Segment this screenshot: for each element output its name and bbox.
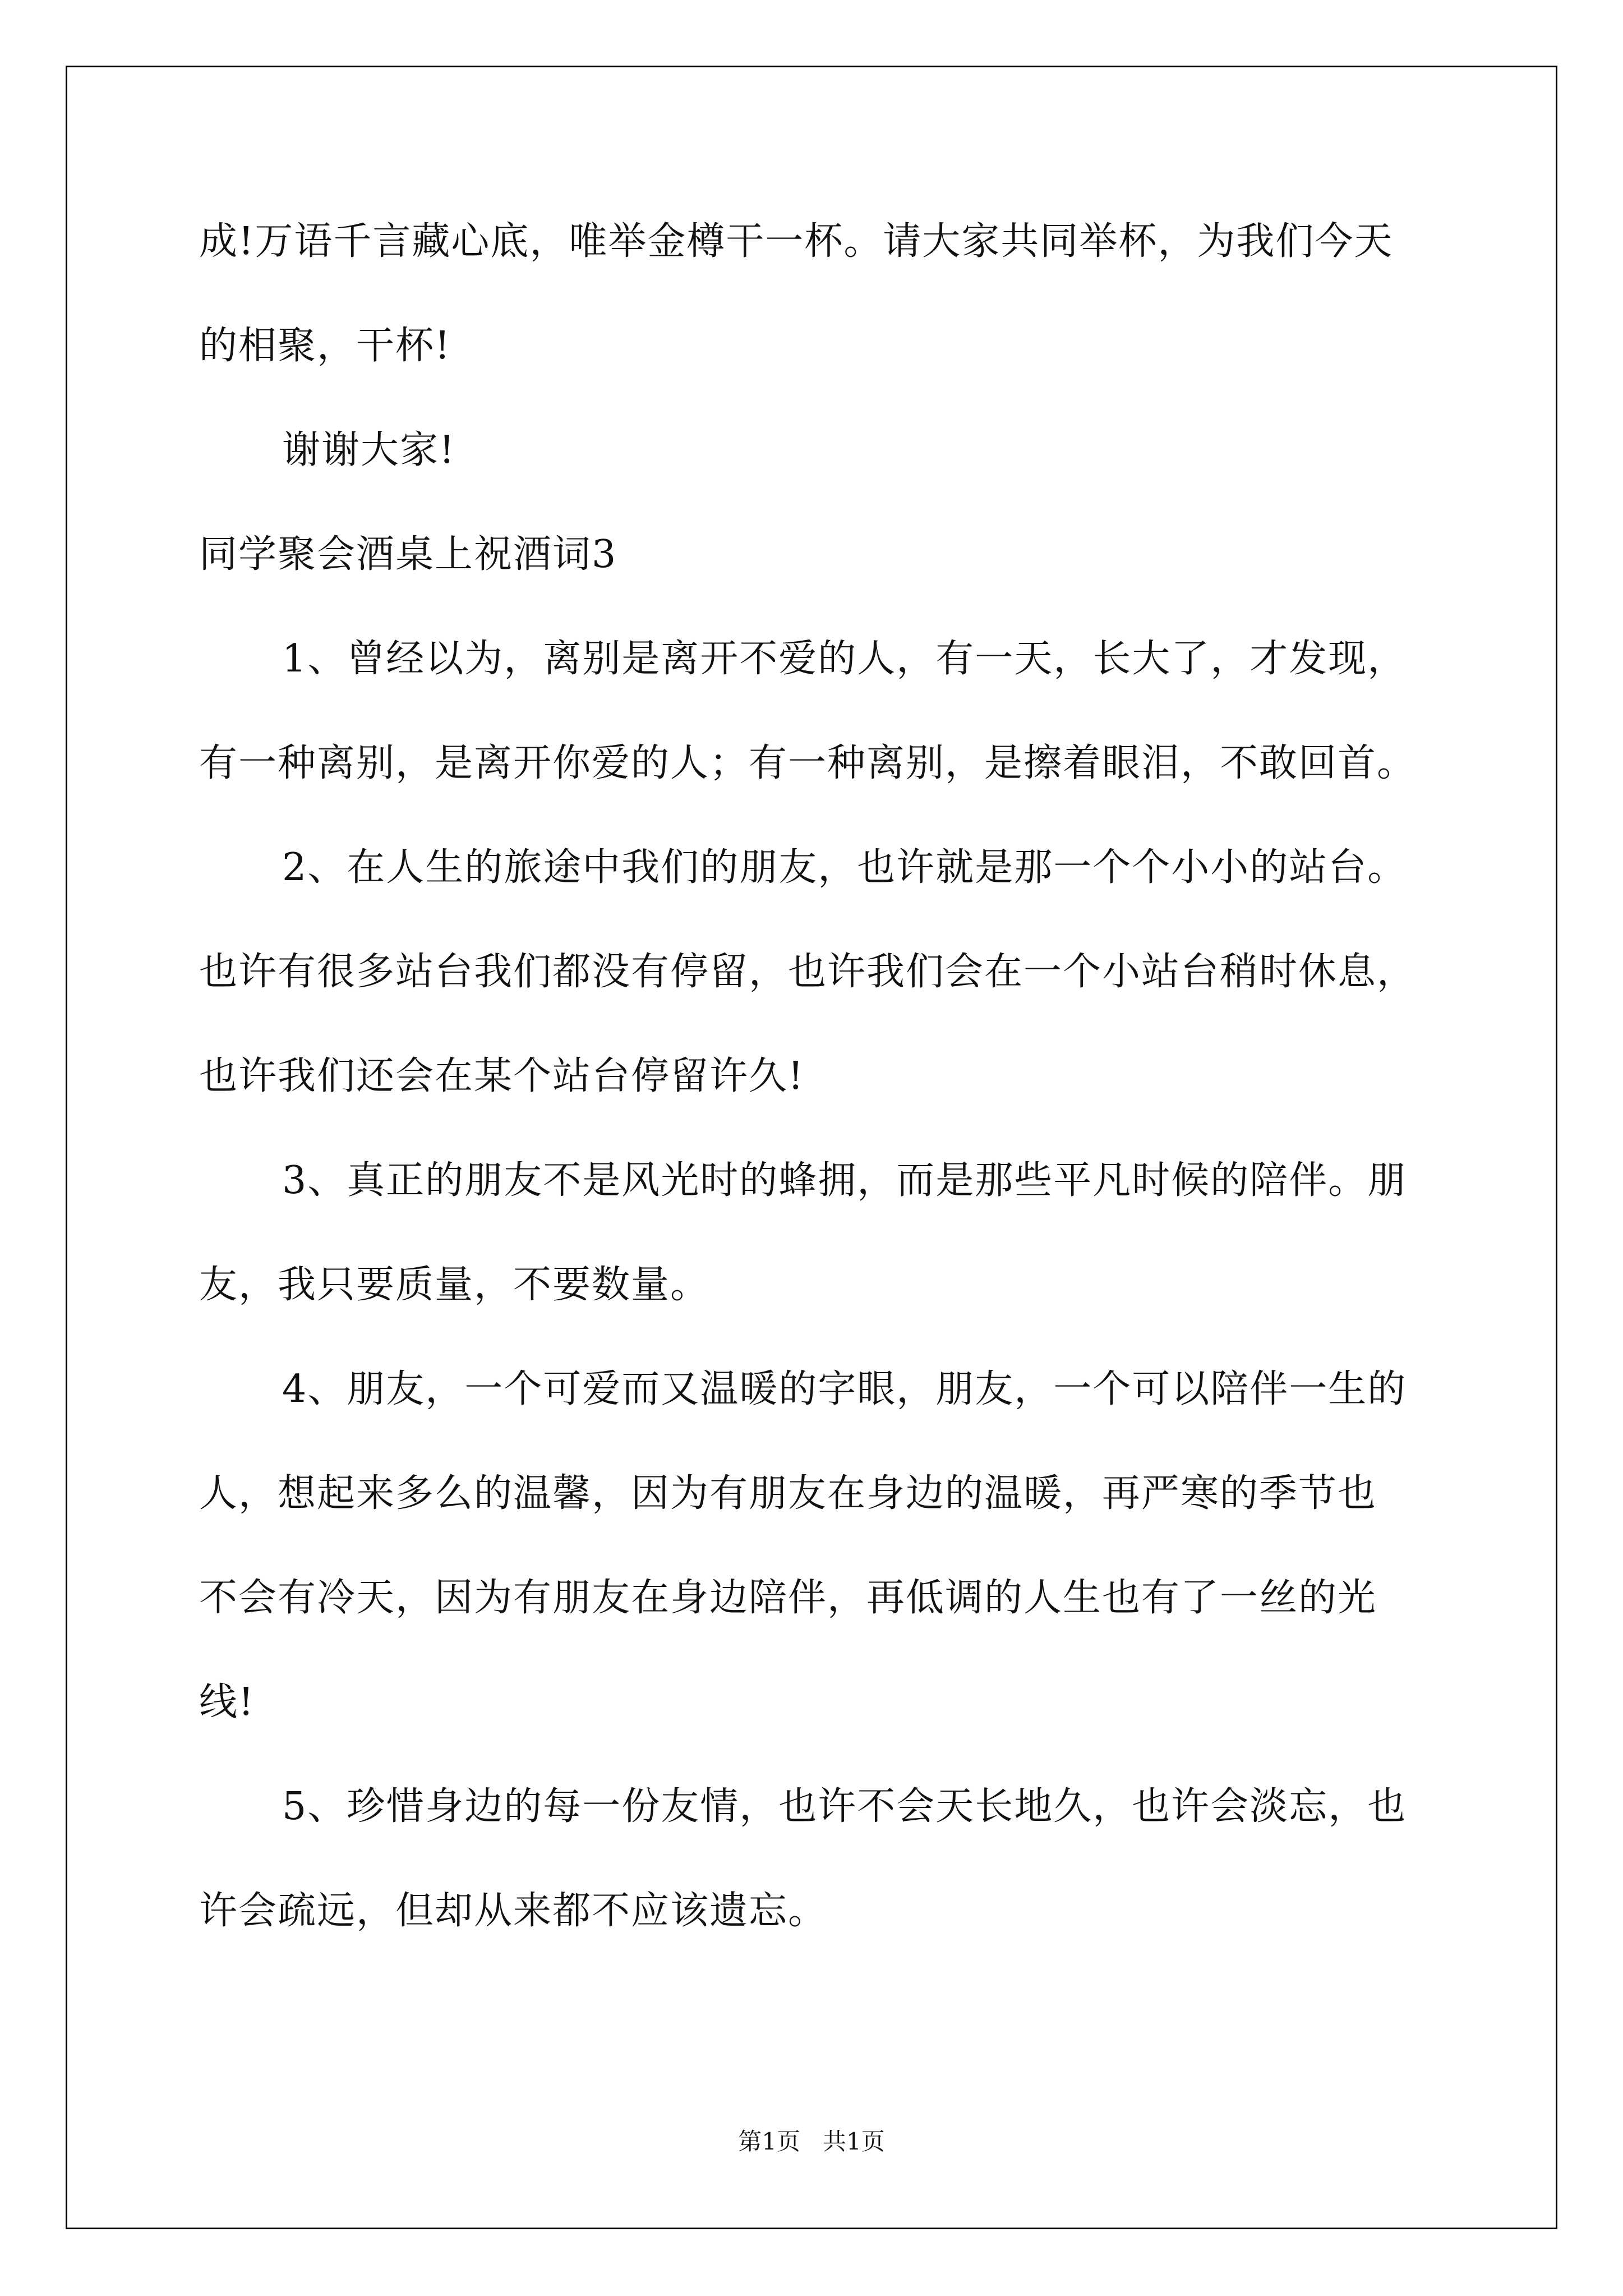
text-line: 的相聚，干杯!	[199, 324, 451, 368]
document-body	[199, 216, 1422, 1990]
text-line: 许会疏远，但却从来都不应该遗忘。	[199, 1889, 828, 1933]
text-line: 2、在人生的旅途中我们的朋友，也许就是那一个个小小的站台。	[282, 845, 1407, 890]
text-line: 线!	[199, 1680, 255, 1724]
text-line: 也许我们还会在某个站台停留许久!	[199, 1054, 805, 1098]
text-line: 有一种离别，是离开你爱的人；有一种离别，是擦着眼泪，不敢回首。	[199, 741, 1417, 785]
text-line: 3、真正的朋友不是风光时的蜂拥，而是那些平凡时候的陪伴。朋	[282, 1158, 1407, 1203]
text-line: 不会有冷天，因为有朋友在身边陪伴，再低调的人生也有了一丝的光	[199, 1576, 1377, 1620]
text-line: 4、朋友，一个可爱而又温暖的字眼，朋友，一个可以陪伴一生的	[282, 1367, 1407, 1411]
text-line: 谢谢大家!	[282, 428, 456, 472]
text-line: 也许有很多站台我们都没有停留，也许我们会在一个小站台稍时休息，	[199, 950, 1417, 994]
text-line: 友，我只要质量，不要数量。	[199, 1263, 710, 1307]
page-number-footer: 第1页 共1页	[738, 2128, 885, 2155]
text-line: 5、珍惜身边的每一份友情，也许不会天长地久，也许会淡忘，也	[282, 1784, 1407, 1829]
text-line: 人，想起来多么的温馨，因为有朋友在身边的温暖，再严寒的季节也	[199, 1471, 1377, 1516]
section-heading: 同学聚会酒桌上祝酒词3	[199, 532, 617, 577]
text-line: 成!万语千言藏心底，唯举金樽干一杯。请大家共同举杯，为我们今天	[199, 219, 1394, 264]
text-line: 1、曾经以为，离别是离开不爱的人，有一天，长大了，才发现，	[282, 637, 1407, 681]
